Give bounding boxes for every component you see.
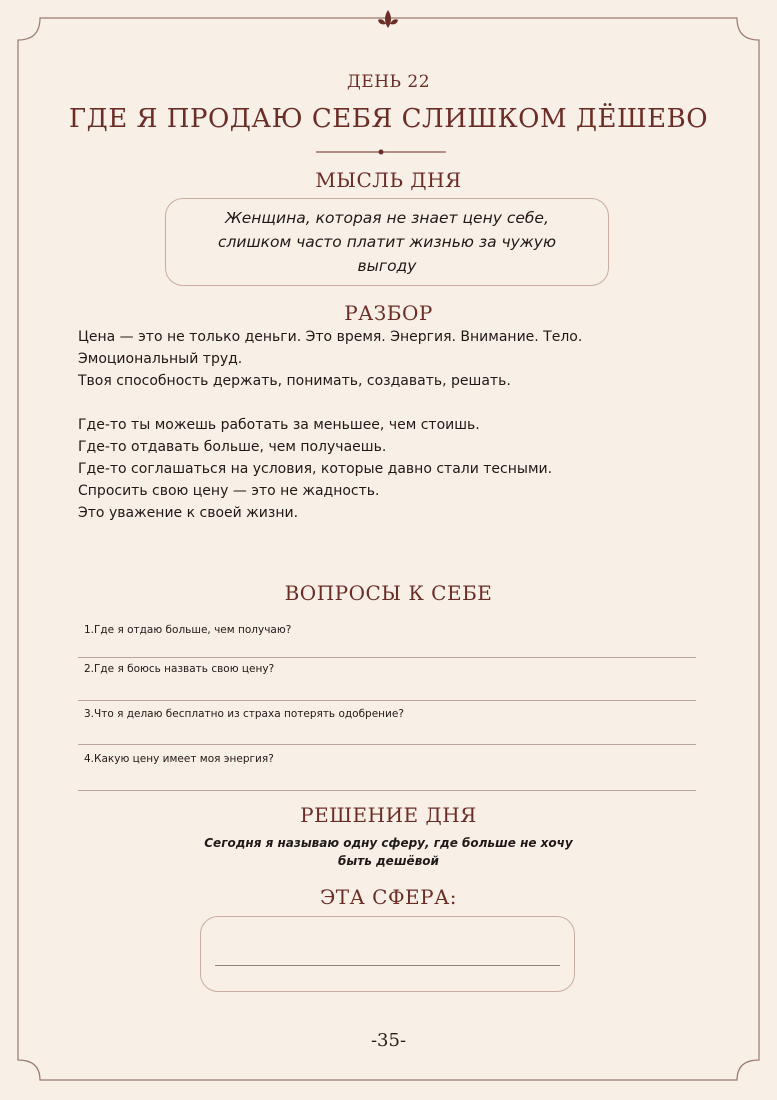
thought-title: МЫСЛЬ ДНЯ (315, 168, 462, 192)
analysis-line (78, 392, 718, 414)
analysis-line: Твоя способность держать, понимать, создавать, решать. (78, 373, 511, 389)
analysis-line: Где-то соглашаться на условия, которые давно стали тесными. (78, 461, 553, 477)
analysis-line: Где-то отдавать больше, чем получаешь. (78, 439, 387, 455)
analysis-line: Это уважение к своей жизни. (78, 505, 299, 521)
page-number: -35- (370, 1030, 407, 1051)
decision-line: Сегодня я называю одну сферу, где больше не хочу (204, 836, 573, 850)
question-2: 2.Где я боюсь назвать свою цену? (84, 663, 275, 675)
answer-line-1[interactable] (78, 657, 696, 658)
day-label: ДЕНЬ 22 (346, 72, 431, 92)
decision-title: РЕШЕНИЕ ДНЯ (300, 803, 477, 827)
question-4: 4.Какую цену имеет моя энергия? (84, 753, 274, 765)
title-divider (316, 148, 446, 156)
sphere-title: ЭТА СФЕРА: (320, 885, 457, 909)
analysis-title: РАЗБОР (344, 301, 433, 325)
sphere-input-box[interactable] (200, 916, 575, 992)
question-3: 3.Что я делаю бесплатно из страха потерять одобрение? (84, 708, 404, 720)
decision-text (0, 834, 777, 870)
quote-line: Женщина, которая не знает цену себе, (225, 209, 549, 227)
questions-title: ВОПРОСЫ К СЕБЕ (284, 581, 493, 605)
decision-line: быть дешёвой (338, 854, 439, 868)
analysis-line: Цена — это не только деньги. Это время. Энергия. Внимание. Тело. (78, 329, 583, 345)
analysis-line: Спросить свою цену — это не жадность. (78, 483, 380, 499)
sphere-answer-line[interactable] (215, 965, 560, 966)
thought-quote-box (165, 198, 609, 286)
answer-line-3[interactable] (78, 744, 696, 745)
analysis-line: Где-то ты можешь работать за меньшее, чем стоишь. (78, 417, 480, 433)
quote-line: слишком часто платит жизнью за чужую (217, 233, 557, 251)
question-1: 1.Где я отдаю больше, чем получаю? (84, 624, 292, 636)
answer-line-2[interactable] (78, 700, 696, 701)
quote-line: выгоду (357, 257, 417, 275)
analysis-line: Эмоциональный труд. (78, 351, 243, 367)
analysis-text (78, 326, 718, 524)
answer-line-4[interactable] (78, 790, 696, 791)
page-title: ГДЕ Я ПРОДАЮ СЕБЯ СЛИШКОМ ДЁШЕВО (68, 104, 709, 134)
ornament-icon (378, 10, 398, 28)
